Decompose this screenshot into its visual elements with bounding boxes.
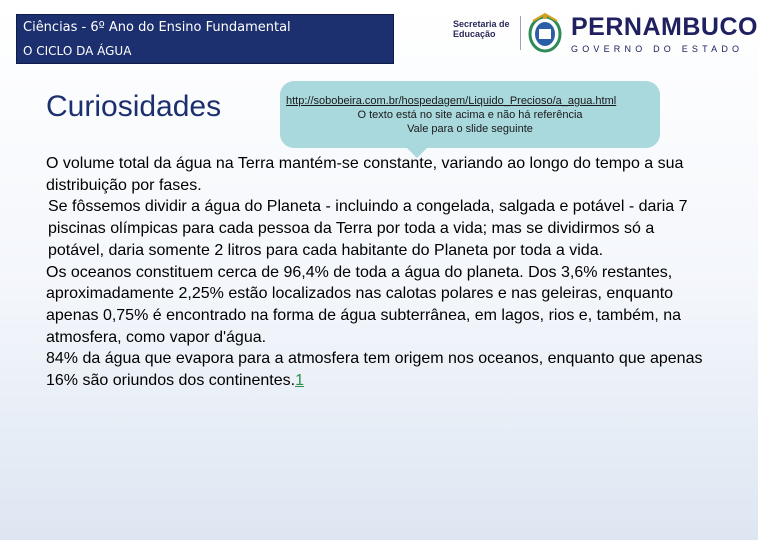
government-label: GOVERNO DO ESTADO [571, 44, 744, 54]
secretaria-label: Secretaria de Educação [453, 19, 510, 39]
body-paragraph-text: 84% da água que evapora para a atmosfera tem origem nos oceanos, enquanto que apenas 16% são oriundos dos continentes. [46, 350, 703, 390]
course-label: Ciências - 6º Ano do Ensino Fundamental [23, 20, 291, 35]
state-seal-icon [525, 12, 565, 54]
logo-divider [520, 16, 521, 50]
reference-callout [280, 81, 660, 148]
callout-note-line: O texto está no site acima e não há referência [357, 109, 583, 121]
body-paragraph: Os oceanos constituem cerca de 96,4% de toda a água do planeta. Dos 3,6% restantes, aproximadamente 2,25% estão localizados nas calotas polares e nas geleiras, enquanto apenas 0,75% é encontrado na forma de água subterrânea, em lagos, rios e, também, na atmosfera, como vapor d'água. [46, 263, 682, 346]
slide-title: Curiosidades [46, 90, 222, 123]
slide-body [46, 153, 711, 392]
source-link[interactable]: http://sobobeira.com.br/hospedagem/Liquido_Precioso/a_agua.html [286, 95, 617, 107]
body-paragraph [46, 348, 711, 391]
state-name: PERNAMBUCO [571, 13, 758, 41]
footnote-link[interactable]: 1 [295, 372, 304, 390]
header-banner [16, 14, 394, 64]
lesson-label: O CICLO DA ÁGUA [23, 44, 132, 58]
body-paragraph: O volume total da água na Terra mantém-se constante, variando ao longo do tempo a sua distribuição por fases. [46, 155, 684, 194]
government-logo [453, 10, 758, 58]
body-paragraph: Se fôssemos dividir a água do Planeta - incluindo a congelada, salgada e potável - daria 7 piscinas olímpicas para cada pessoa da Terra por toda a vida; mas se dividirmos só a potável, daria somente 2 litros para cada habitante do Planeta por toda a vida. [48, 198, 688, 259]
callout-note-line: Vale para o slide seguinte [407, 123, 533, 135]
